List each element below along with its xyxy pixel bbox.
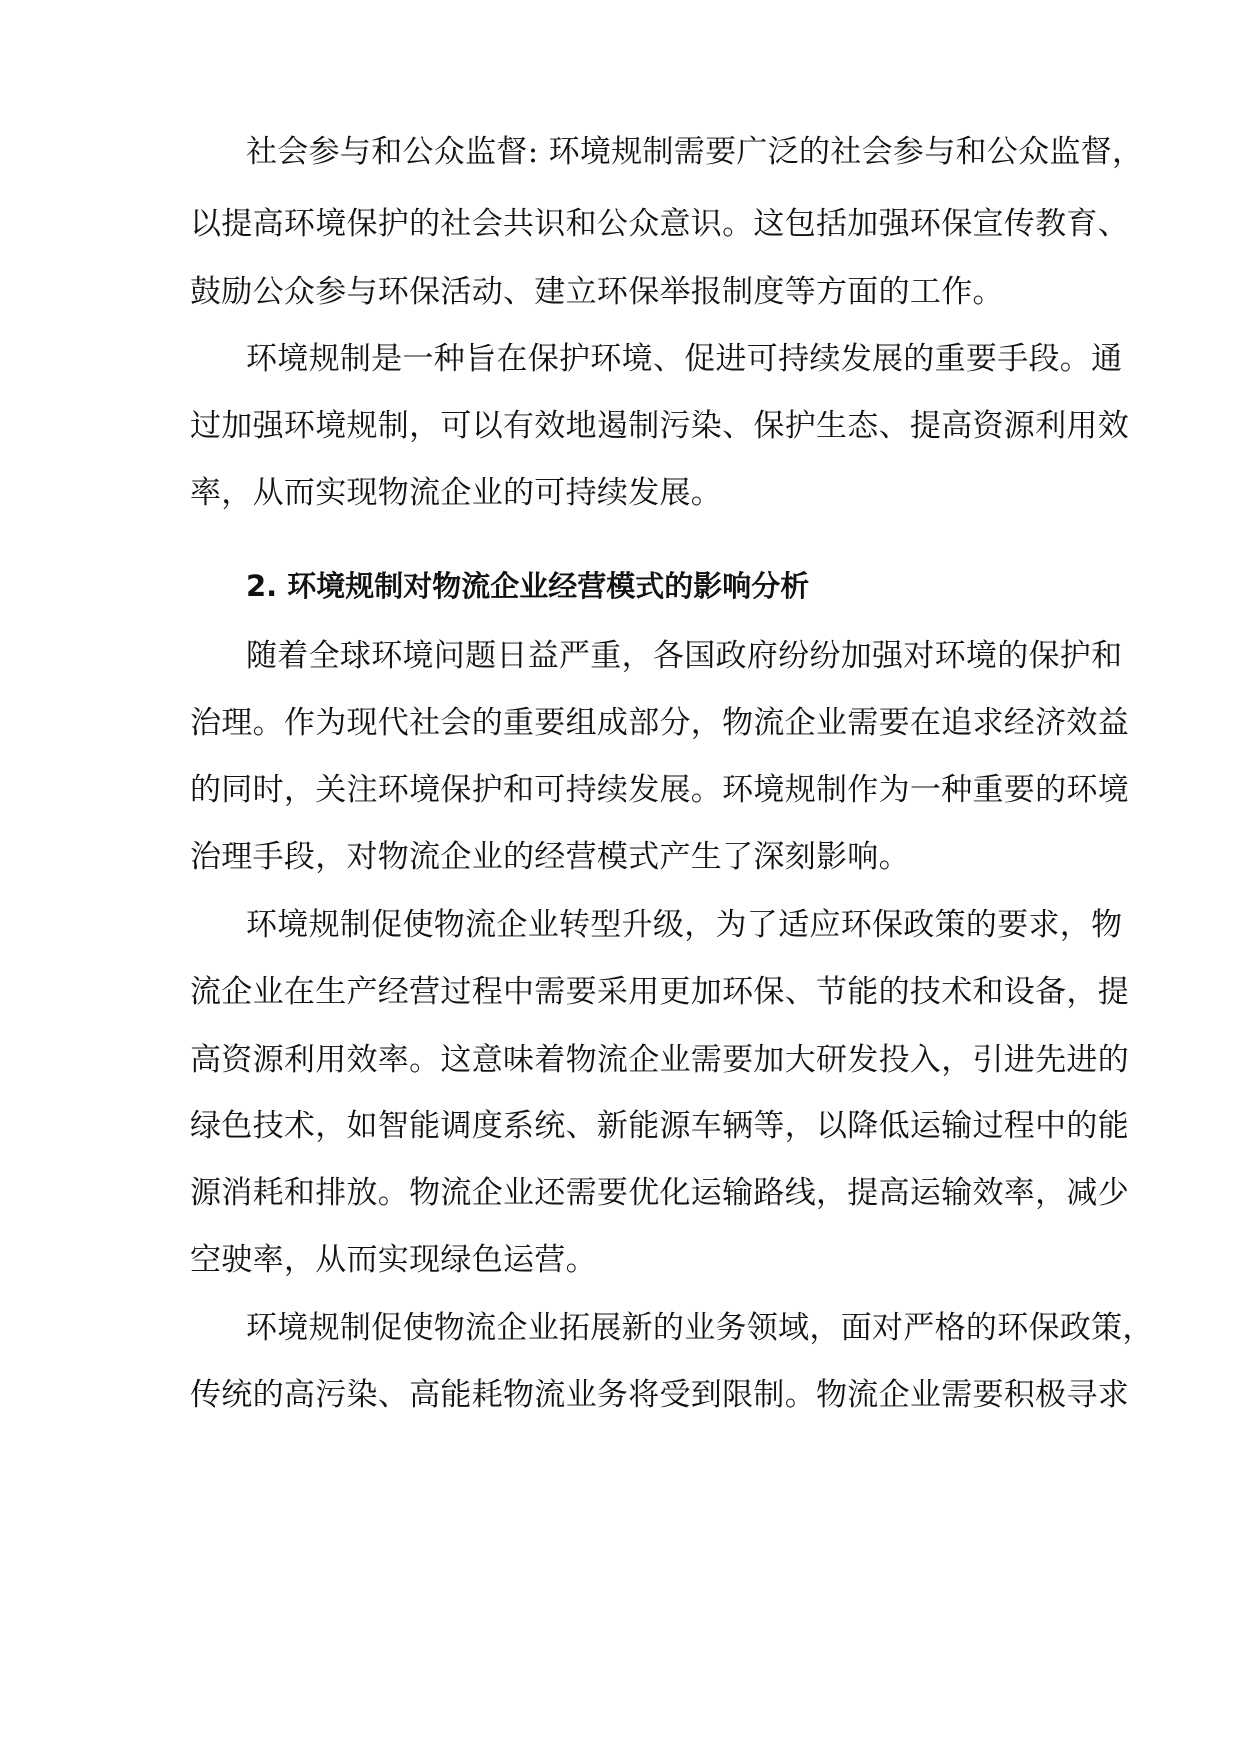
paragraph-line: 治理手段，对物流企业的经营模式产生了深刻影响。 bbox=[190, 839, 910, 875]
paragraph-line: 随着全球环境问题日益严重，各国政府纷纷加强对环境的保护和 bbox=[246, 638, 1123, 674]
section-heading: 2. 环境规制对物流企业经营模式的影响分析 bbox=[246, 569, 810, 603]
paragraph-line: 治理。作为现代社会的重要组成部分，物流企业需要在追求经济效益 bbox=[190, 705, 1129, 741]
paragraph-line: 以提高环境保护的社会共识和公众意识。这包括加强环保宣传教育、 bbox=[190, 206, 1129, 242]
paragraph-line: 的同时，关注环境保护和可持续发展。环境规制作为一种重要的环境 bbox=[190, 772, 1129, 808]
paragraph-line: 空驶率，从而实现绿色运营。 bbox=[190, 1242, 597, 1278]
paragraph-line: 绿色技术，如智能调度系统、新能源车辆等，以降低运输过程中的能 bbox=[190, 1108, 1129, 1144]
paragraph-line: 环境规制促使物流企业转型升级，为了适应环保政策的要求，物 bbox=[246, 907, 1123, 943]
paragraph-line: 高资源利用效率。这意味着物流企业需要加大研发投入，引进先进的 bbox=[190, 1042, 1129, 1078]
paragraph-line: 鼓励公众参与环保活动、建立环保举报制度等方面的工作。 bbox=[190, 274, 1004, 310]
paragraph-line: 环境规制是一种旨在保护环境、促进可持续发展的重要手段。通 bbox=[246, 341, 1123, 377]
paragraph-line: 过加强环境规制，可以有效地遏制污染、保护生态、提高资源利用效 bbox=[190, 408, 1129, 444]
paragraph-line: 流企业在生产经营过程中需要采用更加环保、节能的技术和设备，提 bbox=[190, 974, 1129, 1010]
paragraph-line: 率，从而实现物流企业的可持续发展。 bbox=[190, 475, 723, 511]
paragraph-line: 传统的高污染、高能耗物流业务将受到限制。物流企业需要积极寻求 bbox=[190, 1377, 1129, 1413]
paragraph-line: 源消耗和排放。物流企业还需要优化运输路线，提高运输效率，减少 bbox=[190, 1175, 1129, 1211]
paragraph-line: 社会参与和公众监督: 环境规制需要广泛的社会参与和公众监督， bbox=[246, 134, 1144, 170]
paragraph-line: 环境规制促使物流企业拓展新的业务领域，面对严格的环保政策， bbox=[246, 1310, 1154, 1346]
